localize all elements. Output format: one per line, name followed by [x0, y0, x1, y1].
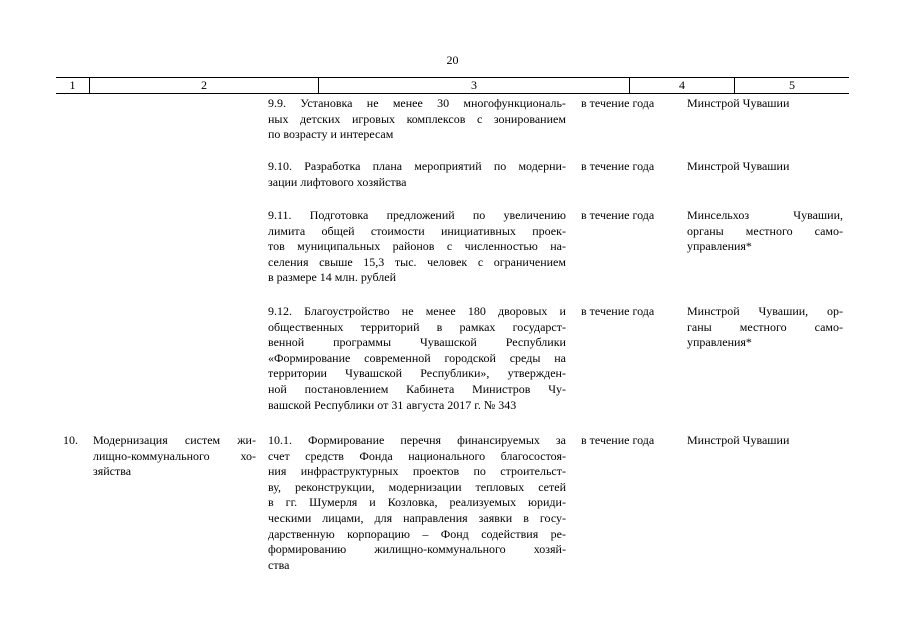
- word: ной: [268, 381, 287, 396]
- word: Чувашии,: [793, 208, 843, 222]
- measure-line: [268, 239, 566, 255]
- word: и: [369, 495, 376, 510]
- word: 15,3: [363, 254, 385, 269]
- word: свыше: [319, 254, 353, 269]
- word: хо-: [240, 448, 256, 463]
- executor-line: [687, 208, 843, 224]
- measure-line: [268, 449, 566, 465]
- term-9-12: в течение года: [581, 304, 655, 318]
- executor-line: Минстрой Чувашии: [687, 433, 790, 447]
- word: в: [523, 510, 529, 525]
- word: комплексов: [406, 111, 466, 126]
- word: дарственную: [268, 526, 335, 541]
- word: органы: [687, 223, 724, 238]
- word: Фонда: [359, 448, 393, 463]
- word: реализуемых: [449, 495, 517, 510]
- word: Чувашской: [419, 335, 477, 350]
- word: менее: [425, 304, 456, 318]
- word: ния: [268, 464, 287, 479]
- measure-line: [268, 527, 566, 543]
- word: Фонд: [440, 526, 469, 541]
- word: Минстрой: [687, 304, 740, 318]
- term-9-9: в течение года: [581, 96, 655, 110]
- word: юриди-: [528, 495, 566, 510]
- word: 9.11.: [268, 208, 292, 222]
- measure-line: [268, 511, 566, 527]
- term-9-11: в течение года: [581, 208, 655, 222]
- word: на: [554, 350, 566, 365]
- word: рамках: [459, 319, 496, 334]
- word: модерни-: [518, 159, 566, 173]
- word: тов: [268, 239, 285, 254]
- word: модернизации: [388, 479, 462, 494]
- word: хозяй-: [533, 542, 566, 557]
- measure-line: [268, 159, 566, 175]
- word: селения: [268, 254, 309, 269]
- word: ву,: [268, 479, 282, 494]
- word: проектов: [412, 464, 460, 479]
- word: жилищно-коммунального: [374, 542, 506, 557]
- measure-line: [268, 495, 566, 511]
- word: в: [268, 495, 274, 510]
- word: госу-: [539, 510, 566, 525]
- word: общей: [321, 223, 355, 238]
- executor-10-1: [687, 433, 843, 449]
- word: с: [476, 111, 483, 126]
- word: Козловка,: [387, 495, 438, 510]
- measure-line: вашской Республики от 31 августа 2017 г. № 343: [268, 397, 517, 412]
- measure-9-12: [268, 304, 566, 413]
- measure-line: [268, 542, 566, 558]
- executor-line: Минстрой Чувашии: [687, 159, 790, 173]
- measure-line: [268, 224, 566, 240]
- executor-line: управления*: [687, 239, 752, 254]
- word: инфраструктурных: [300, 464, 399, 479]
- word: тепловых: [475, 479, 525, 494]
- measure-line: зации лифтового хозяйства: [268, 174, 407, 189]
- measure-9-9: [268, 96, 566, 143]
- executor-line: [687, 224, 843, 240]
- header-col-3: 3: [471, 78, 477, 92]
- word: местного: [745, 223, 793, 238]
- word: Шумерля: [309, 495, 358, 510]
- word: систем: [184, 433, 221, 447]
- word: Чувашии,: [758, 304, 809, 318]
- word: и: [559, 304, 566, 318]
- word: формированию: [268, 542, 347, 557]
- word: среды: [509, 350, 541, 365]
- measure-9-11: [268, 208, 566, 286]
- word: ре-: [550, 526, 566, 541]
- measure-line: [268, 255, 566, 271]
- word: районов: [392, 239, 435, 254]
- word: ганы: [687, 319, 712, 334]
- word: лимита: [268, 223, 306, 238]
- word: менее: [392, 96, 423, 110]
- word: –: [422, 526, 429, 541]
- word: национального: [408, 448, 486, 463]
- measure-line: [268, 304, 566, 320]
- word: ограничением: [493, 254, 566, 269]
- word: по: [473, 464, 486, 479]
- term-10-1: в течение года: [581, 433, 655, 447]
- measure-line: [268, 112, 566, 128]
- measure-line: [268, 351, 566, 367]
- word: с: [477, 254, 484, 269]
- title-line: [93, 449, 256, 465]
- word: само-: [814, 319, 843, 334]
- word: Министров: [472, 381, 531, 396]
- word: финансируемых: [457, 433, 540, 447]
- word: муниципальных: [297, 239, 381, 254]
- word: на-: [550, 239, 566, 254]
- executor-9-9: [687, 96, 843, 112]
- word: ных: [268, 111, 289, 126]
- word: не: [366, 96, 379, 110]
- word: с: [446, 239, 453, 254]
- word: Разработка: [304, 159, 361, 173]
- word: Минсельхоз: [687, 208, 750, 222]
- measure-9-10: [268, 159, 566, 190]
- executor-line: [687, 304, 843, 320]
- word: государст-: [512, 319, 566, 334]
- word: Чувашской: [345, 366, 402, 381]
- word: гг.: [285, 495, 298, 510]
- measure-line: [268, 433, 566, 449]
- executor-9-12: [687, 304, 843, 351]
- measure-line: по возрасту и интересам: [268, 127, 394, 142]
- title-line: [93, 433, 256, 449]
- word: территории: [268, 366, 327, 381]
- word: городской: [444, 350, 496, 365]
- word: Формирование: [308, 433, 385, 447]
- word: 9.12.: [268, 304, 292, 318]
- word: лицами,: [322, 510, 364, 525]
- word: для: [374, 510, 393, 525]
- word: средств: [305, 448, 344, 463]
- word: утвержден-: [507, 366, 566, 381]
- word: современной: [364, 350, 431, 365]
- word: 9.9.: [268, 96, 286, 110]
- word: общественных: [268, 319, 344, 334]
- header-col-2: 2: [201, 78, 207, 92]
- word: дворовых: [497, 304, 548, 318]
- word: «Формирование: [268, 350, 351, 365]
- measure-line: [268, 208, 566, 224]
- measure-line: [268, 480, 566, 496]
- word: направления: [403, 510, 468, 525]
- header-col-4: 4: [679, 78, 685, 92]
- word: содействия: [481, 526, 539, 541]
- word: 9.10.: [268, 159, 292, 173]
- word: Благоустройство: [304, 304, 390, 318]
- measure-line: [268, 335, 566, 351]
- measure-line: [268, 382, 566, 398]
- section-title-10: [93, 433, 256, 480]
- word: заявки: [478, 510, 513, 525]
- measure-line: в размере 14 млн. рублей: [268, 270, 397, 285]
- word: увеличению: [503, 208, 566, 222]
- word: детских: [300, 111, 341, 126]
- word: ческими: [268, 510, 312, 525]
- word: мероприятий: [414, 159, 482, 173]
- row-number-10: 10.: [63, 433, 78, 447]
- word: строительст-: [500, 464, 566, 479]
- measure-line: [268, 96, 566, 112]
- header-col-1: 1: [69, 78, 76, 92]
- word: инициативных: [440, 223, 516, 238]
- word: стоимости: [370, 223, 425, 238]
- word: Подготовка: [309, 208, 369, 222]
- word: 10.1.: [268, 433, 292, 447]
- title-line: зяйства: [93, 464, 132, 479]
- header-col-5: 5: [789, 78, 795, 92]
- word: реконструкции,: [295, 479, 375, 494]
- word: 180: [467, 304, 486, 318]
- word: территорий: [360, 319, 420, 334]
- measure-line: [268, 320, 566, 336]
- executor-line: [687, 320, 843, 336]
- word: численностью: [464, 239, 538, 254]
- word: ор-: [827, 304, 843, 318]
- word: предложений: [386, 208, 455, 222]
- word: Кабинета: [406, 381, 455, 396]
- word: программы: [333, 335, 392, 350]
- word: корпорацию: [347, 526, 410, 541]
- word: 30: [437, 96, 450, 110]
- word: лищно-коммунального: [93, 448, 210, 463]
- measure-line: [268, 464, 566, 480]
- word: Чу-: [548, 381, 566, 396]
- executor-9-11: [687, 208, 843, 255]
- word: Республики»,: [420, 366, 490, 381]
- executor-line: управления*: [687, 335, 752, 350]
- measure-line: ства: [268, 557, 290, 572]
- word: в: [436, 319, 443, 334]
- measure-10-1: [268, 433, 566, 573]
- word: постановлением: [304, 381, 389, 396]
- word: жи-: [237, 433, 256, 447]
- word: зонированием: [493, 111, 566, 126]
- word: само-: [814, 223, 843, 238]
- word: плана: [372, 159, 403, 173]
- word: игровых: [351, 111, 396, 126]
- executor-9-10: [687, 159, 843, 175]
- word: многофункциональ-: [463, 96, 566, 110]
- word: не: [401, 304, 414, 318]
- table-header: [56, 77, 849, 94]
- measure-line: [268, 366, 566, 382]
- word: по: [493, 159, 507, 173]
- word: сетей: [538, 479, 566, 494]
- word: Модернизация: [93, 433, 168, 447]
- word: счет: [268, 448, 290, 463]
- word: местного: [739, 319, 787, 334]
- word: проек-: [532, 223, 566, 238]
- word: за: [555, 433, 566, 447]
- term-9-10: в течение года: [581, 159, 655, 173]
- word: тыс.: [394, 254, 417, 269]
- word: благосостоя-: [500, 448, 566, 463]
- word: венной: [268, 335, 305, 350]
- word: Республики: [505, 335, 566, 350]
- word: перечня: [400, 433, 442, 447]
- word: человек: [427, 254, 468, 269]
- word: по: [472, 208, 486, 222]
- page-number: 20: [446, 53, 459, 67]
- word: Установка: [300, 96, 353, 110]
- executor-line: Минстрой Чувашии: [687, 96, 790, 110]
